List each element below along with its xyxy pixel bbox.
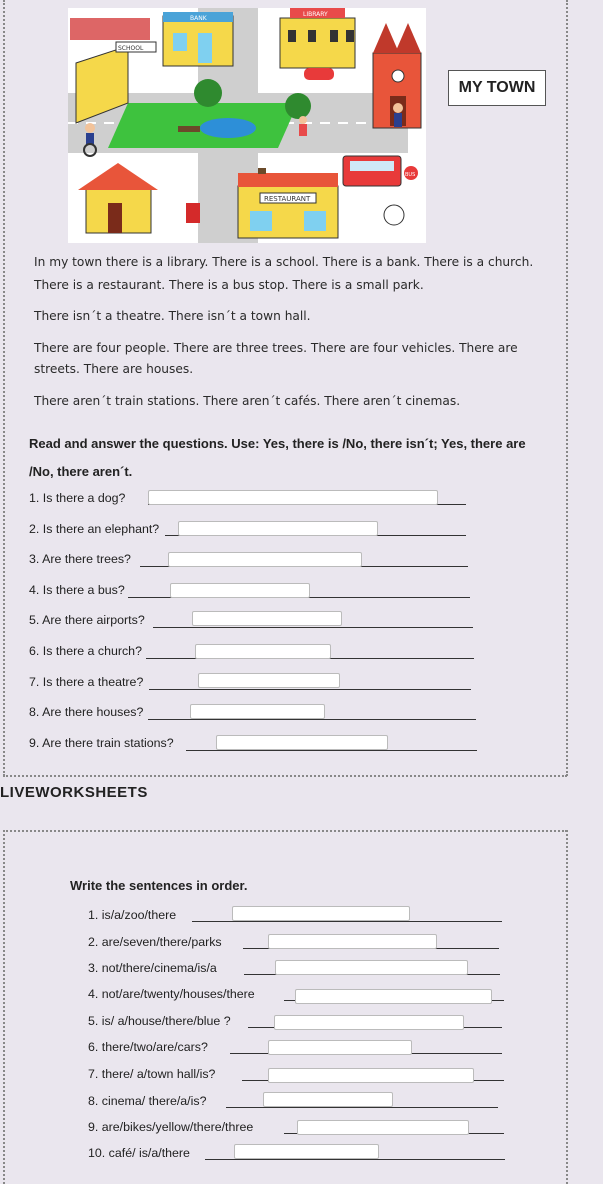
question-5: 5. Are there airports? — [29, 613, 145, 627]
reading-line-3: There isn´t a theatre. There isn´t a town hall. — [34, 309, 311, 323]
answer-underline-8 — [148, 719, 476, 720]
question-3: 3. Are there trees? — [29, 552, 131, 566]
answer-input-4[interactable] — [170, 583, 310, 598]
frame2-right-dotted — [566, 830, 568, 1184]
order-input-2[interactable] — [268, 934, 437, 949]
section1-instruction-2: /No, there aren´t. — [29, 464, 133, 479]
order-input-1[interactable] — [232, 906, 410, 921]
reading-line-6: There aren´t train stations. There aren´t cafés. There aren´t cinemas. — [34, 394, 461, 408]
section1-instruction-1: Read and answer the questions. Use: Yes, there is /No, there isn´t; Yes, there are — [29, 436, 526, 451]
order-item-9: 9. are/bikes/yellow/there/three — [88, 1120, 254, 1134]
order-item-1: 1. is/a/zoo/there — [88, 908, 177, 922]
frame-bottom-dotted — [3, 775, 567, 777]
answer-input-3[interactable] — [168, 552, 362, 567]
reading-line-1: In my town there is a library. There is a school. There is a bank. There is a church. — [34, 255, 534, 269]
order-item-2: 2. are/seven/there/parks — [88, 935, 222, 949]
question-8: 8. Are there houses? — [29, 705, 144, 719]
order-input-6[interactable] — [268, 1040, 412, 1055]
order-input-3[interactable] — [275, 960, 468, 975]
order-underline-1 — [192, 921, 502, 922]
page-title: MY TOWN — [448, 70, 546, 106]
brand-logo-text: LIVEWORKSHEETS — [0, 784, 148, 801]
bank-sign: BANK — [190, 15, 207, 22]
frame-left-dotted — [3, 0, 5, 776]
answer-underline-9 — [186, 750, 477, 751]
question-2: 2. Is there an elephant? — [29, 522, 160, 536]
frame2-left-dotted — [3, 830, 5, 1184]
reading-line-4: There are four people. There are three trees. There are four vehicles. There are — [34, 341, 518, 355]
answer-input-5[interactable] — [192, 611, 342, 626]
answer-input-9[interactable] — [216, 735, 388, 750]
order-input-4[interactable] — [295, 989, 492, 1004]
question-6: 6. Is there a church? — [29, 644, 142, 658]
question-9: 9. Are there train stations? — [29, 736, 174, 750]
order-input-9[interactable] — [297, 1120, 469, 1135]
order-item-7: 7. there/ a/town hall/is? — [88, 1067, 216, 1081]
question-7: 7. Is there a theatre? — [29, 675, 144, 689]
order-item-3: 3. not/there/cinema/is/a — [88, 961, 217, 975]
frame-right-dotted — [566, 0, 568, 776]
order-underline-10 — [205, 1159, 505, 1160]
question-1: 1. Is there a dog? — [29, 491, 126, 505]
section2-instruction: Write the sentences in order. — [70, 878, 248, 893]
reading-line-5: streets. There are houses. — [34, 362, 194, 376]
order-input-7[interactable] — [268, 1068, 474, 1083]
reading-line-2: There is a restaurant. There is a bus stop. There is a small park. — [34, 278, 424, 292]
answer-input-6[interactable] — [195, 644, 331, 659]
question-4: 4. Is there a bus? — [29, 583, 125, 597]
answer-underline-5 — [153, 627, 473, 628]
answer-underline-7 — [149, 689, 471, 690]
order-item-6: 6. there/two/are/cars? — [88, 1040, 208, 1054]
library-sign: LIBRARY — [303, 11, 328, 18]
order-input-8[interactable] — [263, 1092, 393, 1107]
order-item-5: 5. is/ a/house/there/blue ? — [88, 1014, 231, 1028]
order-item-4: 4. not/are/twenty/houses/there — [88, 987, 255, 1001]
school-sign: SCHOOL — [118, 45, 144, 52]
answer-input-7[interactable] — [198, 673, 340, 688]
restaurant-sign: RESTAURANT — [264, 195, 311, 203]
answer-input-1[interactable] — [148, 490, 438, 505]
order-underline-8 — [226, 1107, 498, 1108]
answer-input-2[interactable] — [178, 521, 378, 536]
order-input-5[interactable] — [274, 1015, 464, 1030]
answer-input-8[interactable] — [190, 704, 325, 719]
town-illustration — [68, 8, 426, 243]
bus-stop-sign: BUS — [405, 172, 416, 178]
frame2-top-dotted — [3, 830, 567, 832]
order-item-8: 8. cinema/ there/a/is? — [88, 1094, 207, 1108]
order-item-10: 10. café/ is/a/there — [88, 1146, 190, 1160]
order-input-10[interactable] — [234, 1144, 379, 1159]
